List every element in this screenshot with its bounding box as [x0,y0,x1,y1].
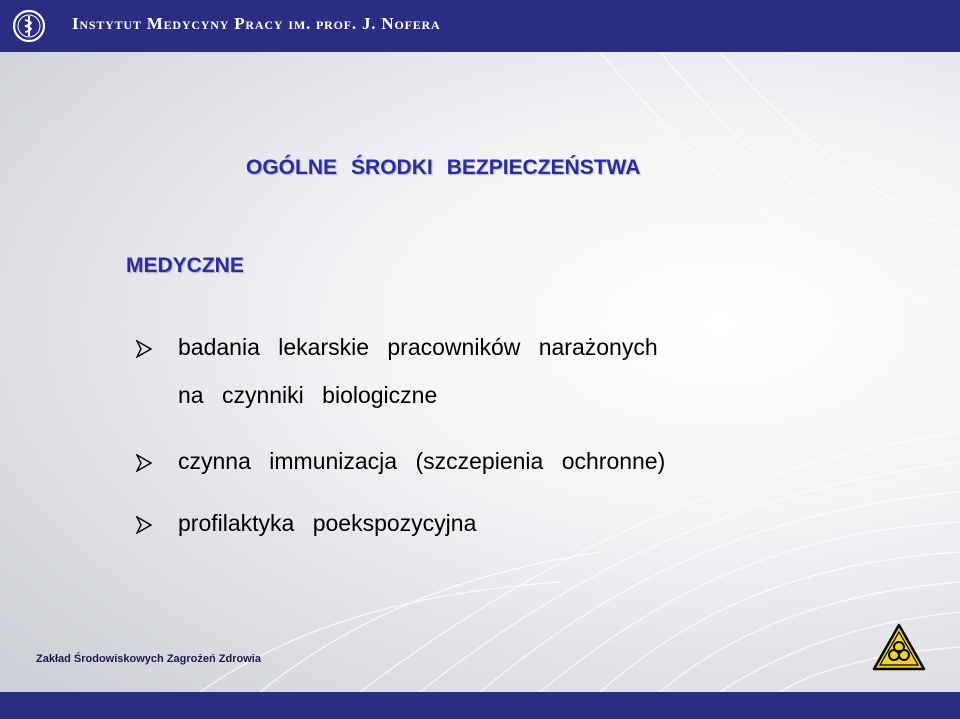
slide-title [246,156,654,180]
department-name: Zakład Środowiskowych Zagrożeń Zdrowia [36,653,261,665]
header-bar [0,0,960,52]
title-word: OGÓLNE [246,156,338,179]
title-word: BEZPIECZEŃSTWA [446,156,641,179]
bullet-text: czynna immunizacja (szczepienia ochronne) [178,448,666,474]
background-swoosh-lines [0,52,960,692]
bullet-text: profilaktyka poekspozycyjna [178,510,477,536]
bullet-text: badania lekarskie pracowników narażonych [178,334,658,360]
bullet-item [136,334,816,364]
title-word: ŚRODKI [351,156,433,179]
slide-subtitle: MEDYCZNE [126,254,244,277]
biohazard-warning-icon [872,623,926,671]
arrowhead-bullet-icon [136,340,152,358]
footer-bar [0,692,960,719]
bullet-item [136,448,836,478]
institute-logo-icon [12,9,46,43]
bullet-item [136,510,636,540]
arrowhead-bullet-icon [136,454,152,472]
bullet-text-continuation: na czynniki biologiczne [178,382,438,408]
institute-name: Instytut Medycyny Pracy im. prof. J. Nofera [72,14,441,33]
arrowhead-bullet-icon [136,516,152,534]
